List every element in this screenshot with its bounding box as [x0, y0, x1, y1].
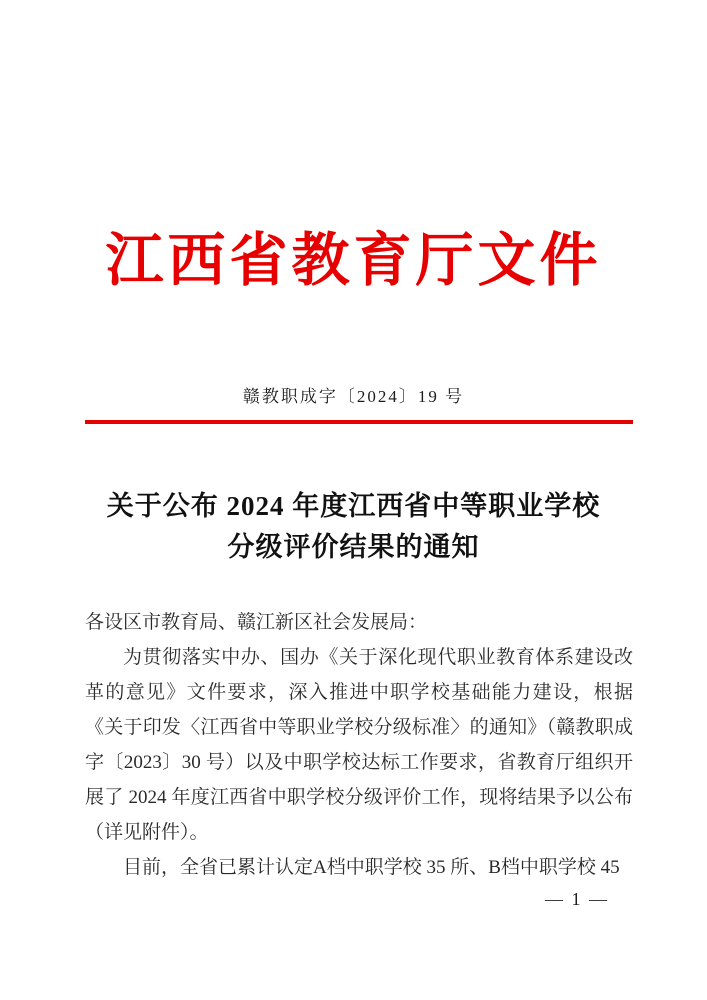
notice-title: [0, 486, 707, 568]
document-number: 赣教职成字〔2024〕19 号: [242, 387, 465, 406]
notice-title-line1: 关于公布 2024 年度江西省中等职业学校: [106, 491, 601, 521]
salutation: 各设区市教育局、赣江新区社会发展局：: [85, 612, 428, 633]
body-paragraph-2: 目前，全省已累计认定A档中职学校 35 所、B档中职学校 45: [123, 857, 620, 878]
red-divider-line: [85, 420, 633, 424]
body-paragraph-1: 为贯彻落实中办、国办《关于深化现代职业教育体系建设改革的意见》文件要求，深入推进中职学校基础能力建设，根据《关于印发〈江西省中等职业学校分级标准〉的通知》（赣教职成字〔2023〕30 号）以及中职学校达标工作要求，省教育厅组织开展了 2024 年度江西省中职学校分级评价工作，现将结果予以公布（详见附件）。: [85, 647, 633, 843]
agency-header-title: 江西省教育厅文件: [105, 228, 602, 293]
page-number: — 1 —: [545, 889, 609, 909]
document-body: [85, 605, 633, 885]
notice-title-line2: 分级评价结果的通知: [227, 532, 480, 562]
